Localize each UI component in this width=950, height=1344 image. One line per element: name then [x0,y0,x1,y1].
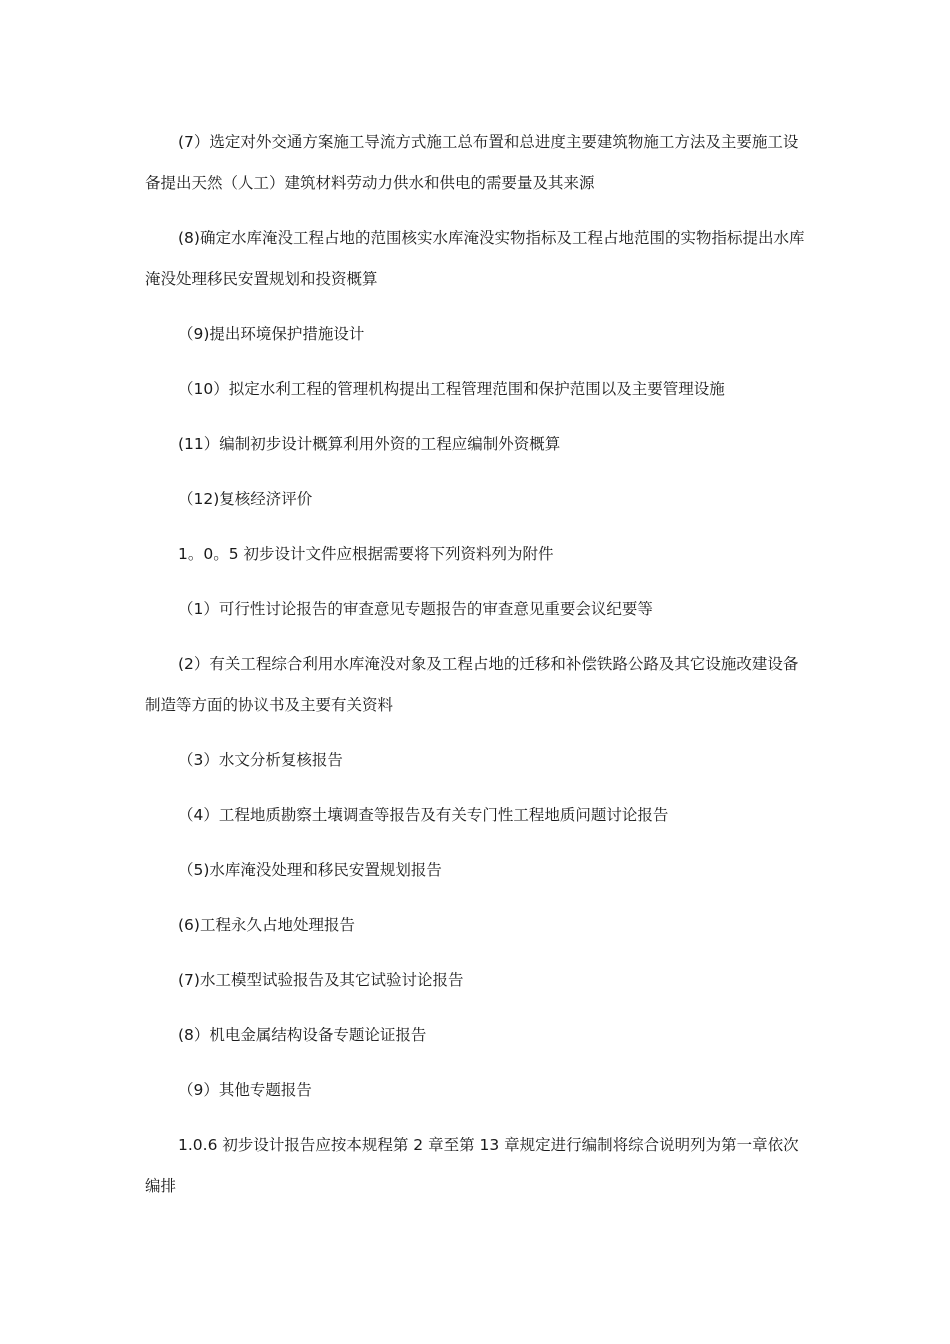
paragraph-10-management: （10）拟定水利工程的管理机构提出工程管理范围和保护范围以及主要管理设施 [178,380,725,398]
paragraph-8-reservoir: (8)确定水库淹没工程占地的范围核实水库淹没实物指标及工程占地范围的实物指标提出水库淹没处理移民安置规划和投资概算 [145,229,805,288]
paragraph-9-environment: （9)提出环境保护措施设计 [178,325,365,343]
attachment-1: （1）可行性讨论报告的审查意见专题报告的审查意见重要会议纪要等 [178,600,653,618]
paragraph-12-economic: （12)复核经济评价 [178,490,313,508]
attachment-4: （4）工程地质勘察土壤调查等报告及有关专门性工程地质问题讨论报告 [178,806,669,824]
attachment-6: (6)工程永久占地处理报告 [178,916,355,934]
section-1-0-5-heading: 1。0。5 初步设计文件应根据需要将下列资料列为附件 [178,545,554,563]
section-1-0-6: 1.0.6 初步设计报告应按本规程第 2 章至第 13 章规定进行编制将综合说明列为第一章依次编排 [145,1136,799,1195]
paragraph-11-budget: (11）编制初步设计概算利用外资的工程应编制外资概算 [178,435,561,453]
attachment-8: (8）机电金属结构设备专题论证报告 [178,1026,427,1044]
paragraph-7-construction: (7）选定对外交通方案施工导流方式施工总布置和总进度主要建筑物施工方法及主要施工设备提出天然（人工）建筑材料劳动力供水和供电的需要量及其来源 [145,133,799,192]
attachment-5: （5)水库淹没处理和移民安置规划报告 [178,861,442,879]
attachment-3: （3）水文分析复核报告 [178,751,343,769]
attachment-2: (2）有关工程综合利用水库淹没对象及工程占地的迁移和补偿铁路公路及其它设施改建设备制造等方面的协议书及主要有关资料 [145,655,799,714]
attachment-9: （9）其他专题报告 [178,1081,312,1099]
document-body [145,122,810,1207]
attachment-7: (7)水工模型试验报告及其它试验讨论报告 [178,971,464,989]
